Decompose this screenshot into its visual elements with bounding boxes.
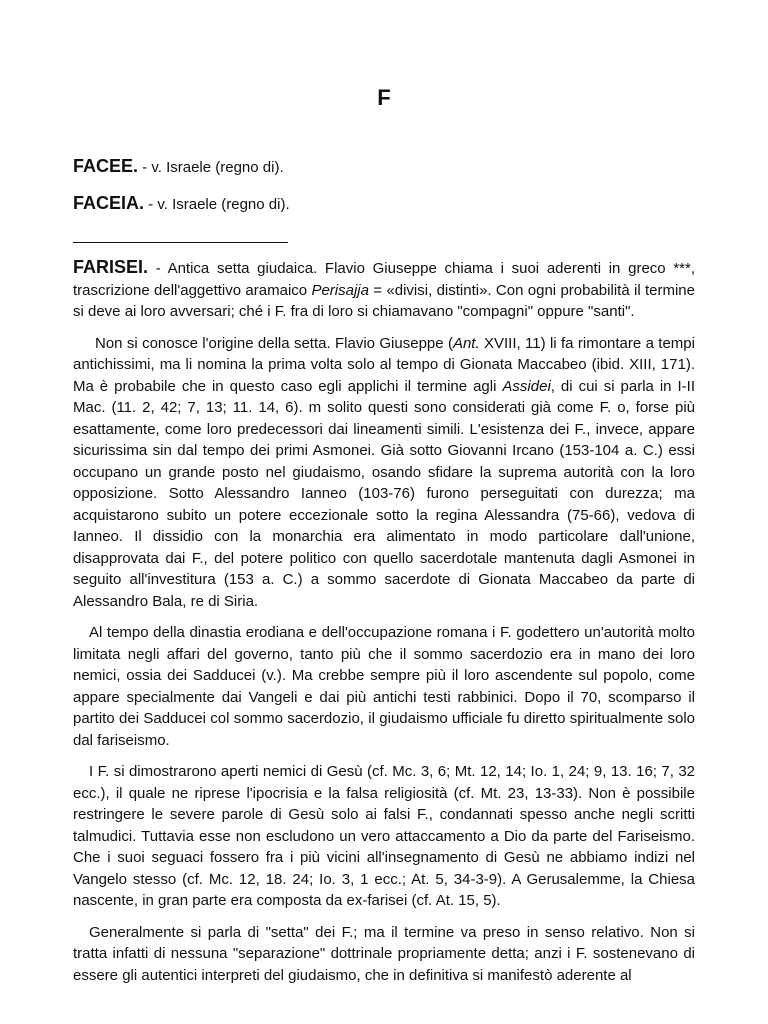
text-run: XVIII, 11) li fa rimontare a tempi antichissimi, ma li nomina la prima volta solo al tempo di Gionata Maccabeo (ibid. XIII, 171). Ma è probabile che in questo caso egli applichi il termine agli: [73, 334, 695, 395]
entry-text: - v. Israele (regno di).: [144, 196, 290, 213]
paragraph: Generalmente si parla di "setta" dei F.; ma il termine va preso in senso relativo. Non si tratta infatti di nessuna "separazione" dottrinale propriamente detta; anzi i F. sostenevano di essere gli autentici interpreti del giudaismo, che in definitiva si manifestò aderente al: [73, 923, 695, 984]
text-run: Non si conosce l'origine della setta. Flavio Giuseppe (: [95, 334, 453, 352]
entry-text: - v. Israele (regno di).: [138, 159, 284, 176]
headword: FARISEI.: [73, 257, 149, 277]
italic-term: Ant.: [452, 334, 480, 352]
text-run: , di cui si parla in I-II Mac. (11. 2, 42; 7, 13; 11. 14, 6). m solito questi sono considerati già come F. o, forse più esattamente, come loro predecessori dai lineamenti simili. L'esistenza dei F., invece, appare sicurissima sin dal tempo dei primi Asmonei. Già sotto Giovanni Ircano (153-104 a. C.) essi occupano un grande posto nel giudaismo, osando sfidare la suprema autorità con la loro opposizione. Sotto Alessandro Ianneo (103-76) furono perseguitati con durezza; ma acquistarono subito un potere eccezionale sotto la regina Alessandra (75-66), vedova di Ianneo. Il dissidio con la monarchia era alimentato in modo particolare dall'unione, disapprovata dai F., del potere politico con quello sacerdotale mantenuta dagli Asmonei in seguito all'investitura (153 a. C.) a sommo sacerdote di Gionata Maccabeo da parte di Alessandro Bala, re di Siria.: [73, 377, 696, 610]
italic-term: Perisajja: [311, 281, 369, 299]
headword: FACEE.: [73, 156, 139, 176]
paragraph: [73, 257, 695, 323]
paragraph: I F. si dimostrarono aperti nemici di Gesù (cf. Mc. 3, 6; Mt. 12, 14; Io. 1, 24; 9, 13. 16; 7, 32 ecc.), il quale ne riprese l'ipocrisia e la falsa religiosità (cf. Mt. 23, 13-33). Non è possibile restringere le severe parole di Gesù solo ai falsi F., condannati spesso anche negli scritti talmudici. Tuttavia esse non escludono un vero attaccamento a Dio da parte del Fariseismo. Che i suoi seguaci fossero fra i più vicini all'insegnamento di Gesù ne abbiamo indizi nel Vangelo stesso (cf. Mc. 12, 18. 24; Io. 3, 1 ecc.; At. 5, 34-3-9). A Gerusalemme, la Chiesa nascente, in gran parte era composta da ex-farisei (cf. At. 15, 5).: [73, 763, 695, 909]
entry-faceia: [73, 193, 290, 215]
italic-term: Assidei: [502, 377, 551, 395]
separator-line: [73, 242, 288, 243]
paragraph: Al tempo della dinastia erodiana e dell'occupazione romana i F. godettero un'autorità molto limitata negli affari del governo, tanto più che il sommo sacerdozio era in mano dei loro nemici, ossia dei Sadducei (v.). Ma crebbe sempre più il loro ascendente sul popolo, come appare specialmente dai Vangeli e dai più antichi testi rabbinici. Dopo il 70, scomparso il partito dei Sadducei col sommo sacerdozio, il giudaismo ufficiale fu diretto spiritualmente solo dal fariseismo.: [73, 624, 695, 749]
paragraph: [73, 333, 695, 613]
entry-farisei: [73, 257, 695, 996]
entry-facee: [73, 156, 284, 178]
section-letter: F: [377, 85, 391, 110]
headword: FACEIA.: [73, 193, 145, 213]
text-run: - Antica setta giudaica. Flavio Giuseppe chiama i suoi aderenti in greco ***, trascrizione dell'aggettivo aramaico: [73, 260, 695, 299]
text-run: = «divisi, distinti». Con ogni probabilità il termine si deve ai loro avversari; ché i F. fra di loro si chiamavano "compagni" oppure "santi".: [73, 281, 695, 320]
